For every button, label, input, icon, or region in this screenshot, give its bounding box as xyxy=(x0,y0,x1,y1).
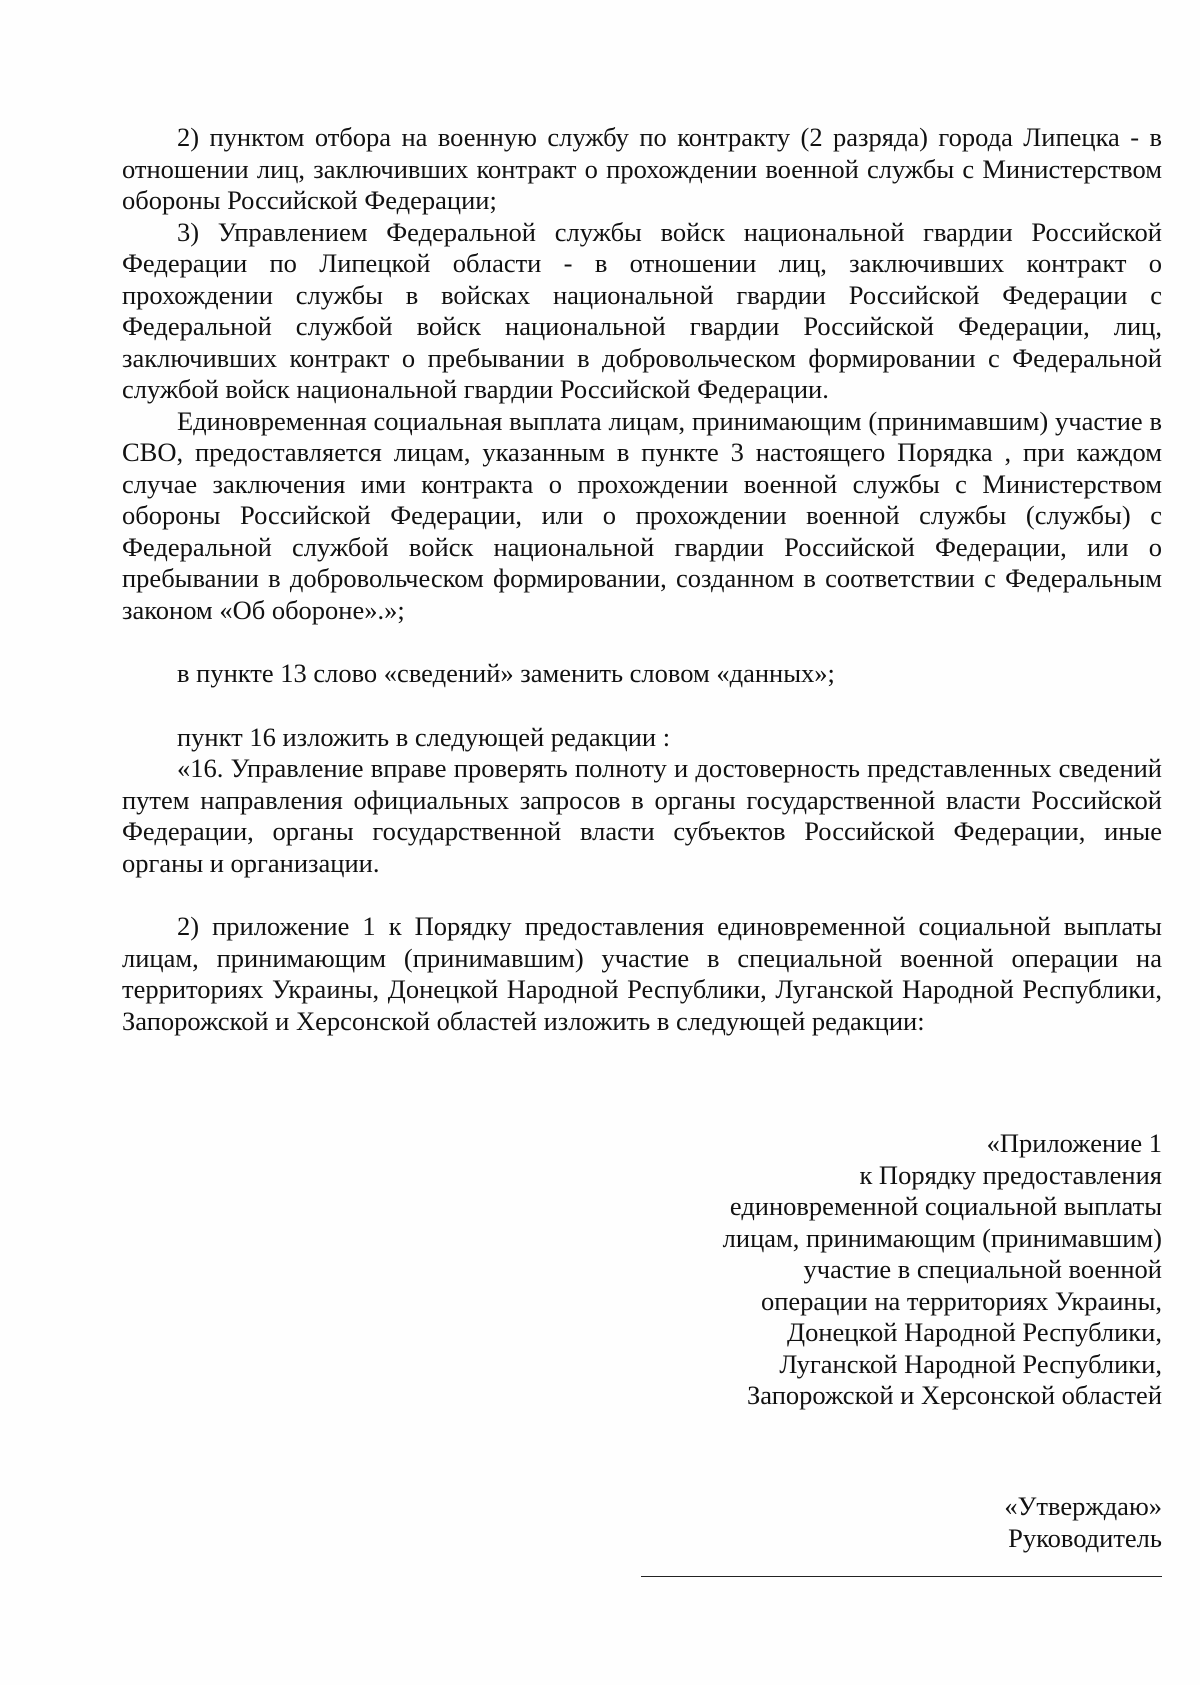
document-body xyxy=(122,122,1162,1037)
appendix-line: лицам, принимающим (принимавшим) xyxy=(722,1222,1162,1253)
appendix-line: единовременной социальной выплаты xyxy=(729,1191,1162,1221)
approval-stamp-text: «Утверждаю» xyxy=(1004,1491,1162,1521)
appendix-line: к Порядку предоставления xyxy=(859,1159,1162,1190)
paragraph-appendix-change: 2) приложение 1 к Порядку предоставления единовременной социальной выплаты лицам, принимающим (принимавшим) участие в специальной военной операции на территориях Украины, Донецкой Народной Республики, Луганской Народной Республики, Запорожской и Херсонской областей изложить в следующей редакции: xyxy=(122,911,1162,1036)
appendix-line: участие в специальной военной xyxy=(803,1254,1162,1284)
paragraph-payment-info: Единовременная социальная выплата лицам, принимающим (принимавшим) участие в СВО, предоставляется лицам, указанным в пункте 3 настоящего Порядка , при каждом случае заключения ими контракта о прохождении военной службы с Министерством обороны Российской Федерации, или о прохождении военной службы (службы) с Федеральной службой войск национальной гвардии Российской Федерации, или о пребывании в добровольческом формировании, созданном в соответствии с Федеральным законом «Об обороне».»; xyxy=(122,405,1162,625)
appendix-heading xyxy=(560,1128,1162,1412)
appendix-line: Запорожской и Херсонской областей xyxy=(747,1380,1162,1410)
signature-line xyxy=(641,1576,1162,1577)
paragraph-point-16-intro: пункт 16 изложить в следующей редакции : xyxy=(177,721,671,752)
appendix-line: Донецкой Народной Республики, xyxy=(787,1317,1162,1347)
approval-role: Руководитель xyxy=(1008,1523,1162,1553)
paragraph-item-2: 2) пунктом отбора на военную службу по контракту (2 разряда) города Липецка - в отношении лиц, заключивших контракт о прохождении военной службы с Министерством обороны Российской Федерации; xyxy=(122,122,1162,215)
paragraph-point-13: в пункте 13 слово «сведений» заменить словом «данных»; xyxy=(177,658,835,688)
paragraph-item-3: 3) Управлением Федеральной службы войск национальной гвардии Российской Федерации по Липецкой области - в отношении лиц, заключивших контракт о прохождении службы в войсках национальной гвардии Российской Федерации с Федеральной службой войск национальной гвардии Российской Федерации, лиц, заключивших контракт о пребывании в добровольческом формировании с Федеральной службой войск национальной гвардии Российской Федерации. xyxy=(122,216,1162,404)
appendix-line: операции на территориях Украины, xyxy=(760,1285,1162,1316)
paragraph-point-16-text: «16. Управление вправе проверять полноту и достоверность представленных сведений путем направления официальных запросов в органы государственной власти Российской Федерации, органы государственной власти субъектов Российской Федерации, иные органы и организации. xyxy=(122,753,1162,878)
approval-block xyxy=(900,1490,1162,1554)
appendix-line: «Приложение 1 xyxy=(986,1128,1162,1158)
appendix-line: Луганской Народной Республики, xyxy=(779,1348,1162,1379)
